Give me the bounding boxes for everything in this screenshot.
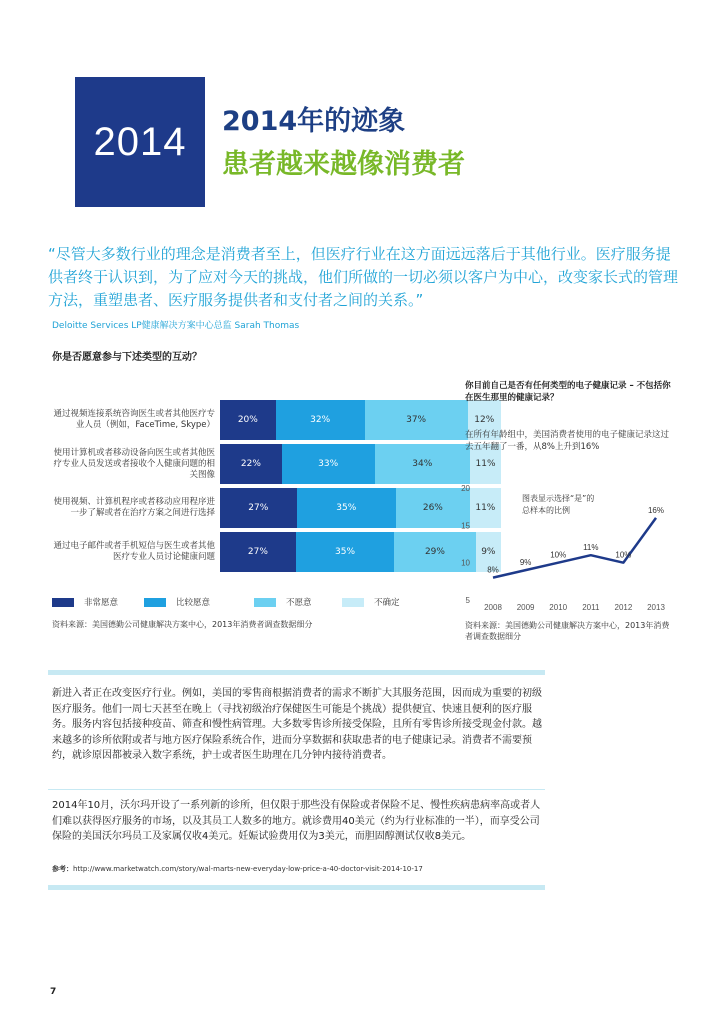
bar-segment: 34% (375, 444, 471, 484)
chart-row (52, 442, 496, 486)
data-label: 9% (519, 558, 532, 568)
body-paragraph-2: 2014年10月，沃尔玛开设了一系列新的诊所，但仅限于那些没有保险或者保险不足、慢性疾病患病率高或者人们难以获得医疗服务的市场，以及其员工人数多的地方。就诊费用40美元（约为行业标准的一半），而享受公司保险的美国沃尔玛员工及家属仅收4美元。妊娠试验费用仅为3美元，而胆固醇测试仅收8美元。 (52, 800, 541, 843)
bar-segment: 20% (220, 400, 276, 440)
category-label: 通过视频连接系统咨询医生或者其他医疗专业人员（例如，FaceTime, Skype） (53, 409, 215, 430)
right-chart-description: 在所有年龄组中，美国消费者使用的电子健康记录这过去五年翻了一番，从8%上升到16% (465, 430, 670, 452)
year-badge (75, 77, 205, 207)
legend-item (342, 596, 400, 608)
category-label: 通过电子邮件或者手机短信与医生或者其他医疗专业人员讨论健康问题 (53, 541, 215, 562)
category-label: 使用计算机或者移动设备向医生或者其他医疗专业人员发送或者接收个人健康问题的相关图像 (53, 447, 215, 480)
quote-source: Deloitte Services LP健康解决方案中心总监 Sarah Thomas (52, 321, 300, 331)
right-chart-question: 你目前自己是否有任何类型的电子健康记录 – 不包括你在医生那里的健康记录？ (465, 381, 671, 403)
right-chart-source: 资料来源：美国德勤公司健康解决方案中心，2013年消费者调查数据细分 (465, 621, 670, 641)
legend-swatch (52, 598, 74, 607)
legend-swatch (342, 598, 364, 607)
bar-segment: 11% (470, 444, 501, 484)
legend-item (144, 596, 210, 608)
y-tick-label: 5 (465, 596, 470, 605)
bar-segment: 9% (476, 532, 501, 572)
reference-label: 参考： (52, 865, 73, 873)
left-chart-question: 你是否愿意参与下述类型的互动？ (52, 352, 202, 363)
year-text: 2014 (93, 119, 187, 164)
x-tick-label: 2009 (516, 603, 535, 610)
left-chart-source: 资料来源：美国德勤公司健康解决方案中心，2013年消费者调查数据细分 (52, 620, 313, 629)
category-label: 使用视频、计算机程序或者移动应用程序进一步了解或者在治疗方案之间进行选择 (53, 497, 215, 518)
legend-label: 不确定 (374, 598, 400, 608)
y-tick-label: 15 (461, 521, 470, 531)
pull-quote: “尽管大多数行业的理念是消费者至上，但医疗行业在这方面远远落后于其他行业。医疗服务提供者终于认识到，为了应对今天的挑战，他们所做的一切必须以客户为中心，改变家长式的管理方法，重塑患者、医疗服务提供者和支付者之间的关系。” (48, 245, 679, 309)
page-number: 7 (50, 987, 57, 997)
stacked-bar (220, 400, 501, 440)
y-tick-label: 20 (461, 484, 470, 493)
legend-swatch (144, 598, 166, 607)
legend-label: 不愿意 (286, 598, 312, 608)
divider-top (48, 670, 545, 675)
chart-annotation: 总样本的比例 (522, 506, 570, 515)
x-tick-label: 2012 (614, 603, 633, 610)
bar-segment: 35% (297, 488, 396, 528)
page-subtitle: 患者越来越像消费者 (222, 149, 465, 180)
x-tick-label: 2011 (582, 603, 600, 610)
series-line (493, 518, 656, 578)
stacked-bar (220, 532, 501, 572)
bar-segment: 37% (365, 400, 468, 440)
legend-swatch (254, 598, 276, 607)
chart-legend (52, 596, 412, 610)
x-tick-label: 2008 (484, 603, 502, 610)
data-label: 8% (487, 565, 499, 575)
data-label: 16% (647, 505, 665, 515)
data-label: 10% (615, 550, 632, 560)
stacked-bar (220, 488, 501, 531)
bar-segment: 27% (220, 488, 297, 528)
bar-segment: 12% (468, 400, 501, 440)
bar-segment: 27% (220, 532, 296, 572)
reference-link[interactable]: http://www.marketwatch.com/story/wal-marts-new-everyday-low-price-a-40-doctor-visit-2014-10-17 (73, 865, 423, 873)
bar-segment: 26% (396, 488, 470, 528)
bar-segment: 32% (276, 400, 365, 440)
bar-segment: 33% (282, 444, 375, 484)
bar-segment: 35% (296, 532, 394, 572)
chart-row (52, 398, 495, 442)
divider-middle (48, 789, 545, 790)
legend-item (52, 596, 118, 608)
chart-annotation: 图表显示选择“是”的 (522, 494, 595, 503)
bar-segment: 11% (470, 488, 501, 528)
reference (52, 864, 423, 874)
x-tick-label: 2010 (549, 603, 568, 610)
x-tick-label: 2013 (647, 603, 665, 610)
stacked-bar (220, 444, 501, 484)
bar-segment: 29% (394, 532, 475, 572)
data-label: 10% (550, 550, 567, 560)
data-label: 11% (583, 543, 599, 553)
page-title: 2014年的迹象 (222, 106, 406, 137)
legend-label: 比较愿意 (176, 598, 211, 608)
body-paragraph-1: 新进入者正在改变医疗行业。例如，美国的零售商根据消费者的需求不断扩大其服务范围，因而成为重要的初级医疗服务。他们一周七天甚至在晚上（寻找初级治疗保健医生可能是个挑战）提供便宜、快速且便利的医疗服务。服务内容包括接种疫苗、筛查和慢性病管理。大多数零售诊所接受保险，且所有零售诊所接受现金付款。越来越多的诊所依附或者与地方医疗保险系统合作，进而分享数据和获取患者的电子健康记录。消费者不需要预约，就诊原因都被录入数字系统，护士或者医生助理在几分钟内接待消费者。 (52, 688, 542, 762)
line-chart (460, 480, 675, 610)
divider-bottom (48, 885, 545, 890)
bar-segment: 22% (220, 444, 282, 484)
legend-label: 非常愿意 (84, 598, 119, 608)
legend-item (254, 596, 312, 608)
y-tick-label: 10 (461, 558, 470, 568)
